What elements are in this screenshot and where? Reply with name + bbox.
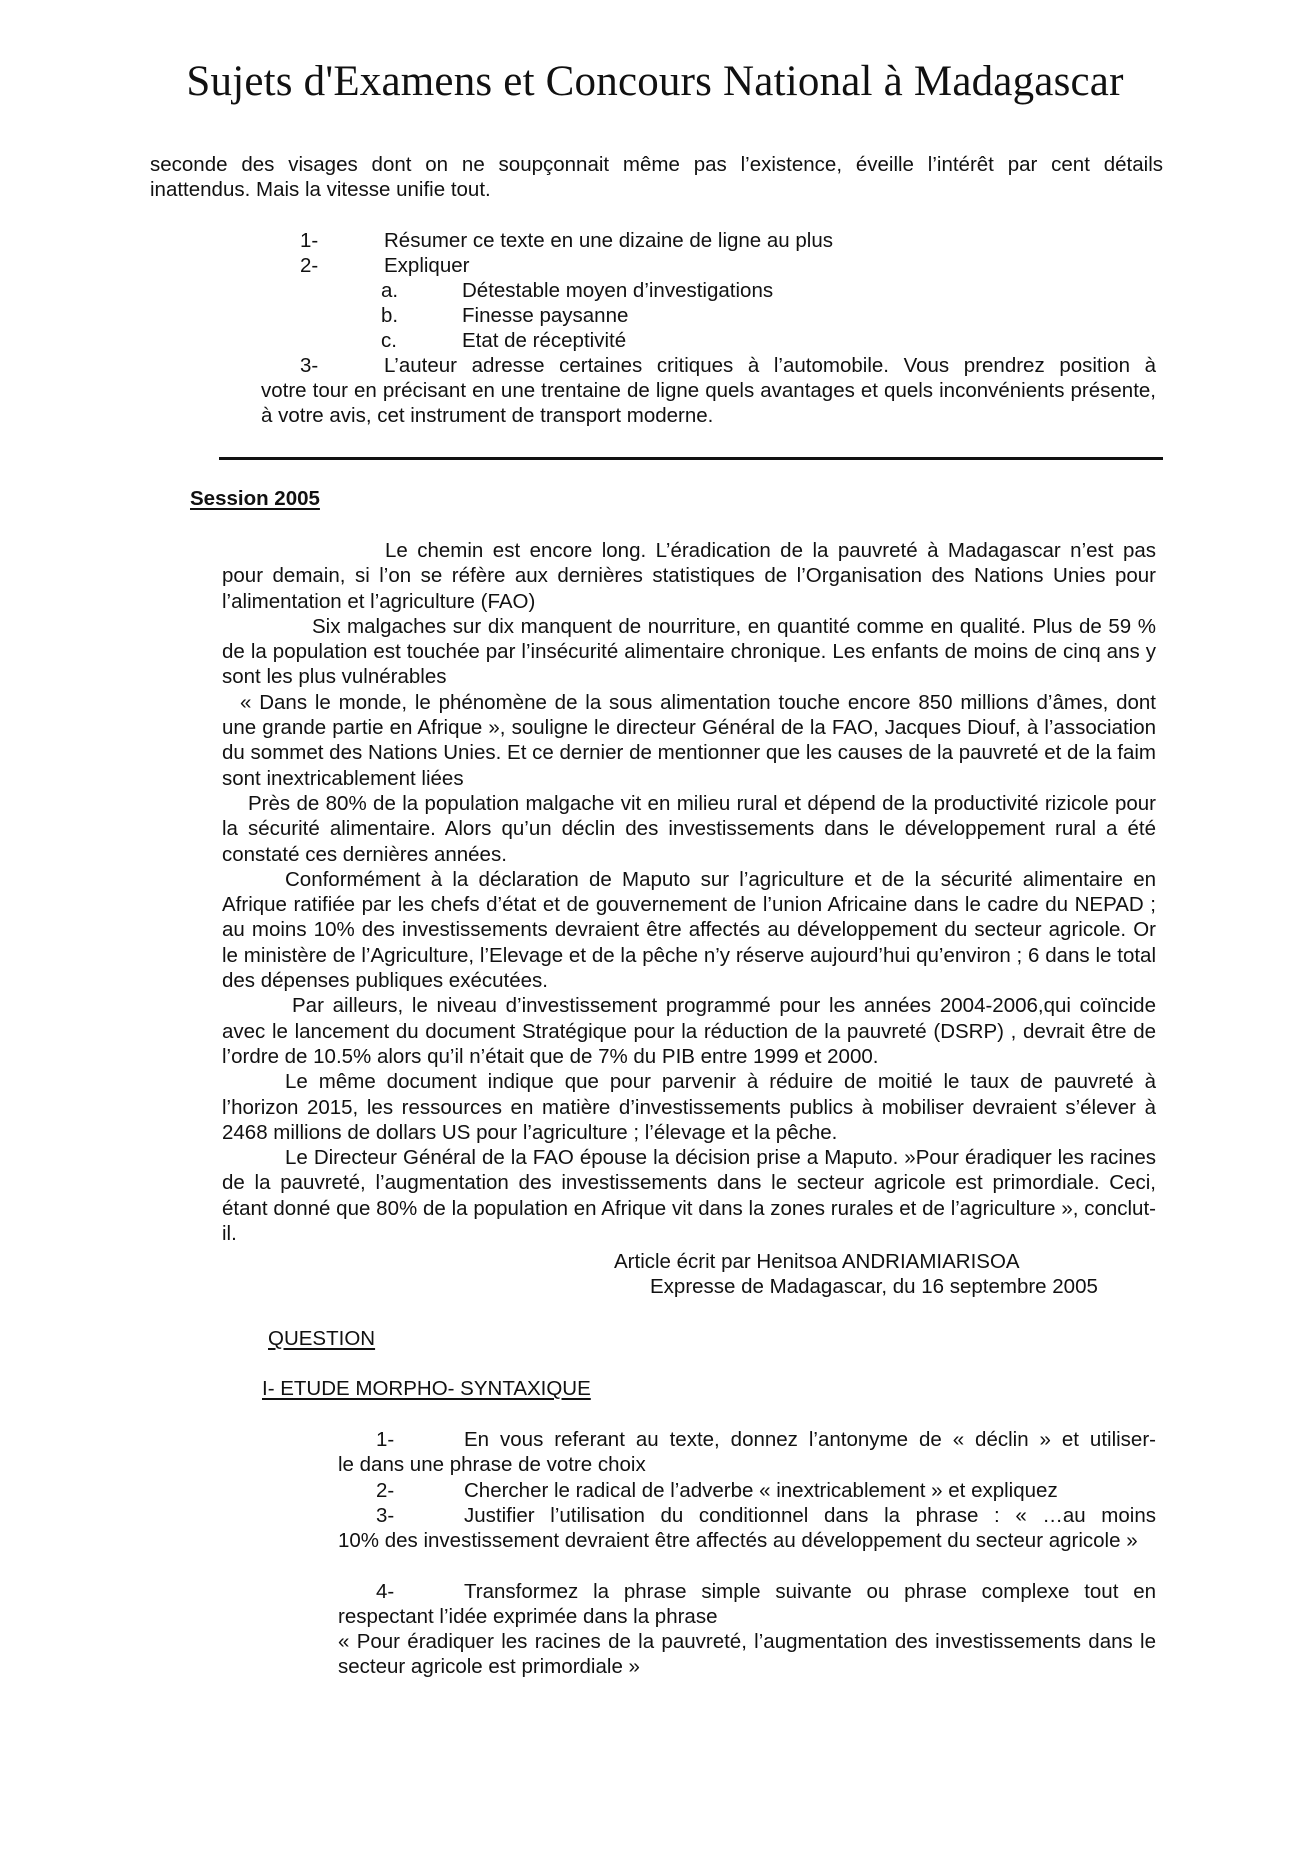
article-author: Article écrit par Henitsoa ANDRIAMIARISOA xyxy=(614,1250,1020,1273)
question-heading: QUESTION xyxy=(268,1327,376,1350)
part1-heading: I- ETUDE MORPHO- SYNTAXIQUE xyxy=(262,1377,591,1400)
question-2-number: 2- xyxy=(376,1479,395,1502)
q3-number: 3- xyxy=(300,354,319,377)
question-4-quote: « Pour éradiquer les racines de la pauvreté, l’augmentation des investissements dans le secteur agricole est primordiale » xyxy=(338,1630,1156,1679)
article-paragraph-2: Six malgaches sur dix manquent de nourriture, en quantité comme en qualité. Plus de 59 % de la population est touchée par l’insécurité alimentaire chronique. Les enfants de moins de cinq ans y sont les plus vulnérables xyxy=(222,614,1156,689)
q2a-text: Détestable moyen d’investigations xyxy=(462,279,774,302)
article-paragraph-5: Conformément à la déclaration de Maputo sur l’agriculture et de la sécurité alimentaire en Afrique ratifiée par les chefs d’état et de gouvernement de l’union Africaine dans le cadre du NEPAD ; au moins 10% des investissements devraient être affectés au développement du secteur agricole. Or le ministère de l’Agriculture, l’Elevage et de la pêche n’y réserve aujourd’hui qu’environ ; 6 dans le total des dépenses publiques exécutées. xyxy=(222,867,1156,993)
article-source: Expresse de Madagascar, du 16 septembre 2005 xyxy=(650,1275,1098,1298)
q1-number: 1- xyxy=(300,229,319,252)
article-paragraph-7: Le même document indique que pour parvenir à réduire de moitié le taux de pauvreté à l’horizon 2015, les ressources en matière d’investissements publics à mobiliser devraient s’élever à 2468 millions de dollars US pour l’agriculture ; l’élevage et la pêche. xyxy=(222,1070,1156,1144)
q2-number: 2- xyxy=(300,254,319,277)
question-4-first-line: Transformez la phrase simple suivante ou phrase complexe tout en xyxy=(464,1580,1156,1603)
question-1-continuation: le dans une phrase de votre choix xyxy=(338,1453,646,1476)
q2-text: Expliquer xyxy=(384,254,470,277)
intro-line-1: seconde des visages dont on ne soupçonnait même pas l’existence, éveille l’intérêt par cent détails xyxy=(150,153,1163,176)
q3-first-line: L’auteur adresse certaines critiques à l’automobile. Vous prendrez position à xyxy=(384,354,1156,377)
article-paragraph-8: Le Directeur Général de la FAO épouse la décision prise a Maputo. »Pour éradiquer les racines de la pauvreté, l’augmentation des investissements dans le secteur agricole est primordiale. Ceci, étant donné que 80% de la population en Afrique vit dans la zones rurales et de l’agriculture », conclut-il. xyxy=(222,1146,1156,1246)
section-divider xyxy=(219,457,1163,460)
question-1-number: 1- xyxy=(376,1428,395,1451)
question-3-continuation: 10% des investissement devraient être affectés au développement du secteur agricole » xyxy=(338,1529,1138,1552)
question-3-first-line: Justifier l’utilisation du conditionnel dans la phrase : « …au moins xyxy=(464,1504,1156,1527)
question-4-number: 4- xyxy=(376,1580,395,1603)
q1-text: Résumer ce texte en une dizaine de ligne au plus xyxy=(384,229,834,252)
q2a-letter: a. xyxy=(381,279,399,302)
article-paragraph-3: « Dans le monde, le phénomène de la sous alimentation touche encore 850 millions d’âmes, dont une grande partie en Afrique », souligne le directeur Général de la FAO, Jacques Diouf, à l’association du sommet des Nations Unies. Et ce dernier de mentionner que les causes de la pauvreté et de la faim sont inextricablement liées xyxy=(222,690,1156,790)
question-3-number: 3- xyxy=(376,1504,395,1527)
article-body xyxy=(222,538,1156,1246)
article-paragraph-6: Par ailleurs, le niveau d’investissement programmé pour les années 2004-2006,qui coïncide avec le lancement du document Stratégique pour la réduction de la pauvreté (DSRP) , devrait être de l’ordre de 10.5% alors qu’il n’était que de 7% du PIB entre 1999 et 2000. xyxy=(222,994,1156,1068)
page-header-title: Sujets d'Examens et Concours National à Madagascar xyxy=(186,58,1124,105)
article-paragraph-4: Près de 80% de la population malgache vit en milieu rural et dépend de la productivité rizicole pour la sécurité alimentaire. Alors qu’un déclin des investissements dans le développement rural a été constaté ces dernières années. xyxy=(222,791,1156,866)
question-4-continuation: respectant l’idée exprimée dans la phrase xyxy=(338,1605,718,1628)
q2c-text: Etat de réceptivité xyxy=(462,329,627,352)
intro-line-2: inattendus. Mais la vitesse unifie tout. xyxy=(150,178,491,201)
q2b-text: Finesse paysanne xyxy=(462,304,629,327)
session-title: Session 2005 xyxy=(190,487,320,510)
question-1-first-line: En vous referant au texte, donnez l’antonyme de « déclin » et utiliser- xyxy=(464,1428,1156,1451)
q2c-letter: c. xyxy=(381,329,397,352)
question-2-text: Chercher le radical de l’adverbe « inextricablement » et expliquez xyxy=(464,1479,1058,1502)
article-paragraph-1: Le chemin est encore long. L’éradication de la pauvreté à Madagascar n’est pas pour demain, si l’on se réfère aux dernières statistiques de l’Organisation des Nations Unies pour l’alimentation et l’agriculture (FAO) xyxy=(222,539,1156,613)
q2b-letter: b. xyxy=(381,304,399,327)
q3-continuation: votre tour en précisant en une trentaine de ligne quels avantages et quels inconvénients présente, à votre avis, cet instrument de transport moderne. xyxy=(261,379,1156,428)
